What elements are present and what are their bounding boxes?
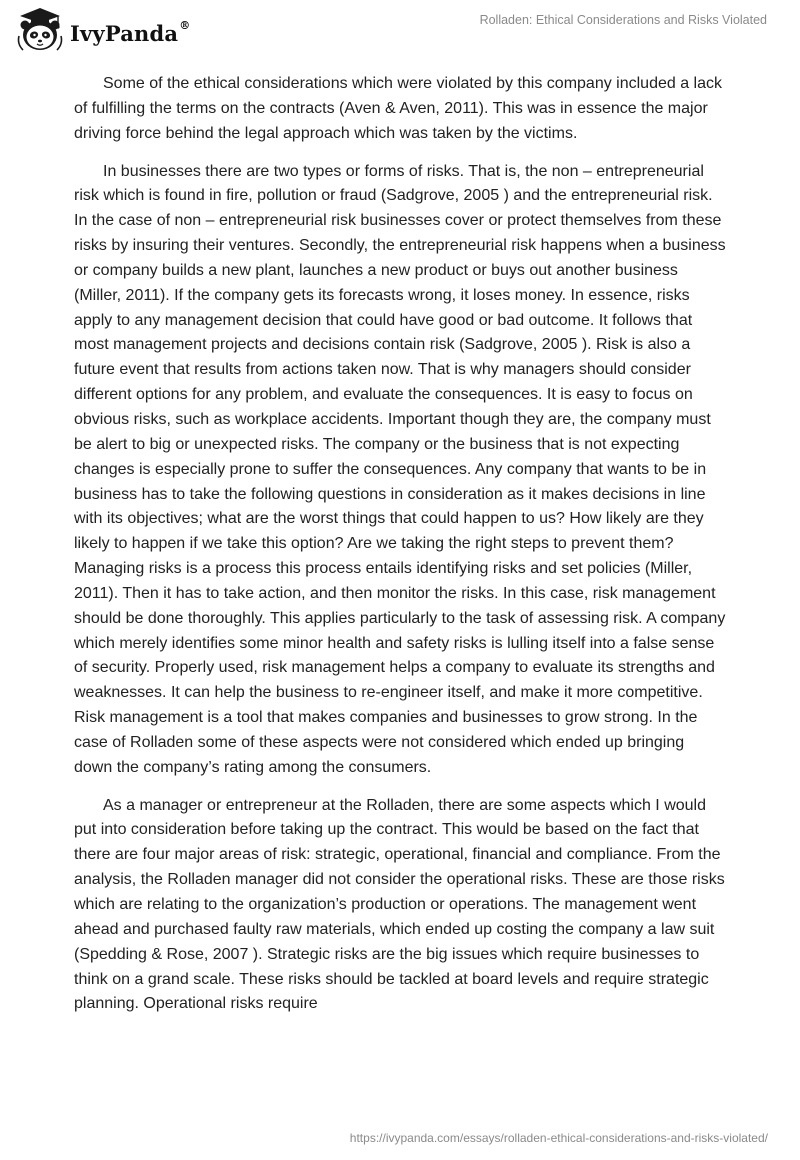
paragraph: As a manager or entrepreneur at the Rolladen, there are some aspects which I would put into consideration before taking up the contract. This would be based on the fact that there are four major areas of risk: strategic, operational, financial and compliance. From the analysis, the Rolladen manager did not consider the operational risks. These are those risks which are relating to the organization’s production or operations. The management went ahead and purchased faulty raw materials, which ended up costing the company a law suit (Spedding & Rose, 2007 ). Strategic risks are the big issues which require businesses to think on a grand scale. These risks should be tackled at board levels and require strategic planning. Operational risks require [74, 796, 725, 1013]
document-title: Rolladen: Ethical Considerations and Risks Violated [479, 13, 767, 27]
registered-mark: ® [179, 18, 191, 32]
essay-body [74, 72, 726, 1017]
panda-graduation-cap-icon [14, 6, 66, 54]
ivypanda-logo[interactable] [14, 6, 190, 54]
brand-name [70, 18, 191, 46]
paragraph: Some of the ethical considerations which were violated by this company included a lack of fulfilling the terms on the contracts (Aven & Aven, 2011). This was in essence the major driving force behind the legal approach which was taken by the victims. [74, 75, 722, 142]
page-header [0, 0, 800, 60]
paragraph: In businesses there are two types or forms of risks. That is, the non – entrepreneurial risk which is found in fire, pollution or fraud (Sadgrove, 2005 ) and the entrepreneurial risk. In the case of non – entrepreneurial risk businesses cover or protect themselves from these risks by insuring their ventures. Secondly, the entrepreneurial risk happens when a business or company builds a new plant, launches a new product or buys out another business (Miller, 2011). If the company gets its forecasts wrong, it loses money. In essence, risks apply to any management decision that could have good or bad outcome. It follows that most management projects and decisions contain risk (Sadgrove, 2005 ). Risk is also a future event that results from actions taken now. That is why managers should consider different options for any problem, and evaluate the consequences. It is easy to focus on obvious risks, such as workplace accidents. Important though they are, the company must be alert to big or unexpected risks. The company or the business that is not expecting changes is especially prone to suffer the consequences. Any company that wants to be in business has to take the following questions in consideration as it makes decisions in line with its objectives; what are the worst things that could happen to us? How likely are they likely to happen if we take this option? Are we taking the right steps to prevent them? Managing risks is a process this process entails identifying risks and set policies (Miller, 2011). Then it has to take action, and then monitor the risks. In this case, risk management should be done thoroughly. This applies particularly to the task of assessing risk. A company which merely identifies some minor health and safety risks is lulling itself into a false sense of security. Properly used, risk management helps a company to evaluate its strengths and weaknesses. It can help the business to re-engineer itself, and make it more competitive. Risk management is a tool that makes companies and businesses to grow strong. In the case of Rolladen some of these aspects were not considered which ended up bringing down the company’s rating among the consumers. [74, 162, 726, 776]
source-url-link[interactable]: https://ivypanda.com/essays/rolladen-ethical-considerations-and-risks-violated/ [349, 1131, 768, 1145]
brand-name-text: IvyPanda [70, 20, 179, 46]
